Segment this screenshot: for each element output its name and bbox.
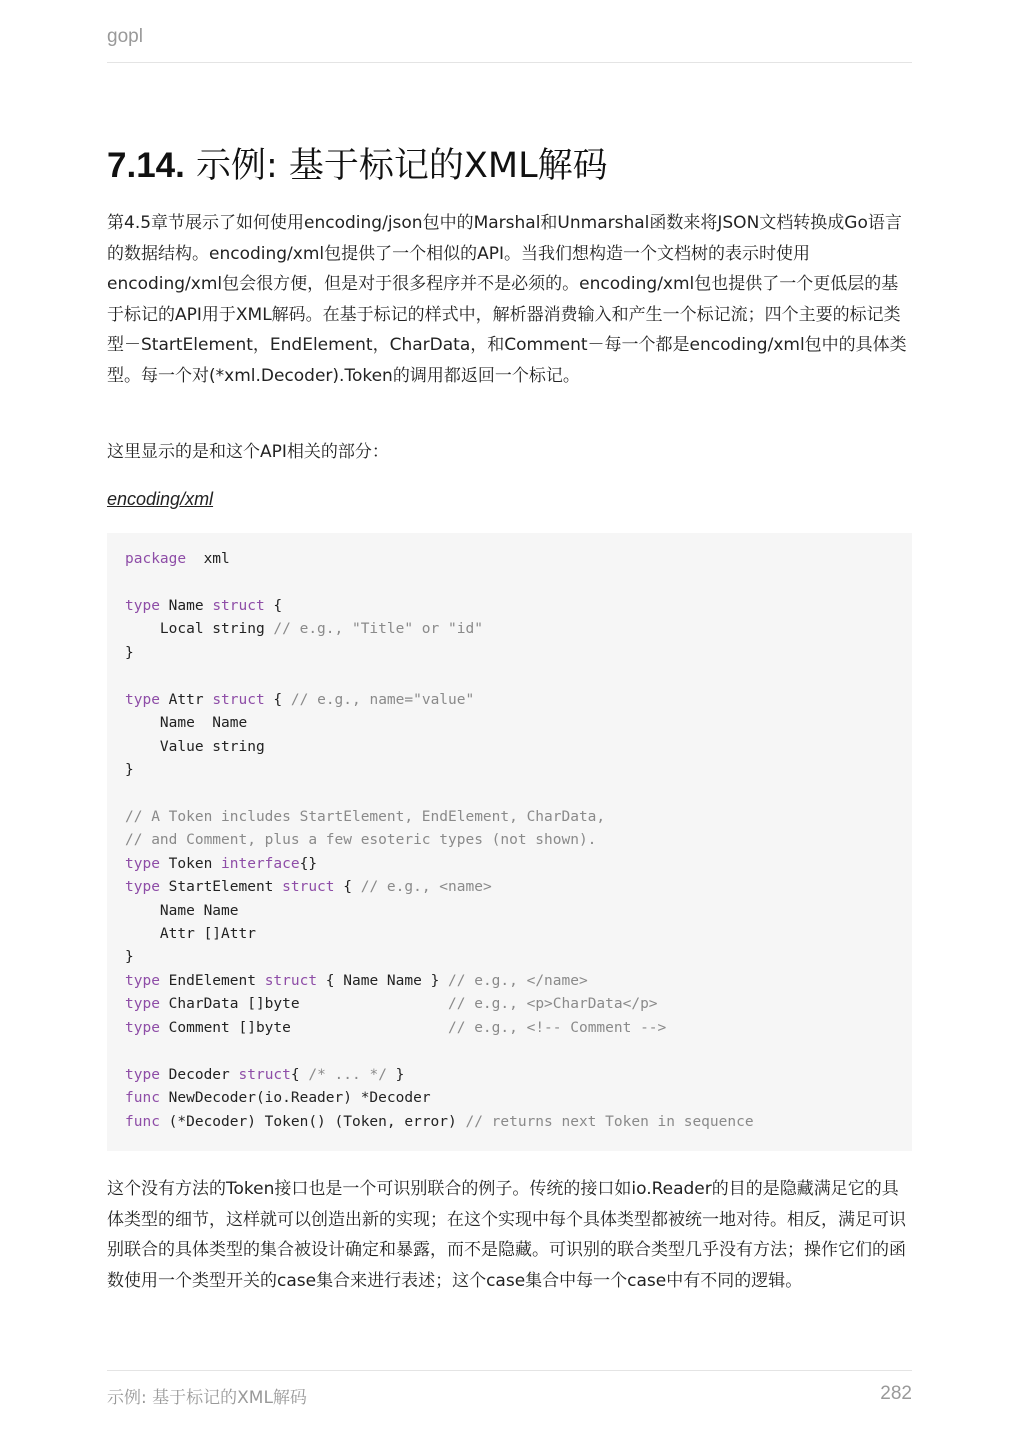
- code-line: [125, 993, 894, 1016]
- code-keyword: struct: [264, 972, 318, 989]
- code-keyword: interface: [221, 855, 300, 872]
- code-text: CharData []byte: [159, 996, 449, 1013]
- code-text: {: [264, 691, 291, 708]
- code-line: [125, 853, 894, 876]
- code-keyword: struct: [212, 691, 265, 708]
- code-keyword: type: [125, 597, 160, 614]
- intro-paragraph: 第4.5章节展示了如何使用encoding/json包中的Marshal和Unmarshal函数来将JSON文档转换成Go语言的数据结构。encoding/xml包提供了一个相似的API。当我们想构造一个文档树的表示时使用encoding/xml包会很方便，但是对于很多程序并不是必须的。encoding/xml包也提供了一个更低层的基于标记的API用于XML解码。在基于标记的样式中，解析器消费输入和产生一个标记流；四个主要的标记类型－StartElement，EndElement，CharData，和Comment－每一个都是encoding/xml包中的具体类型。每一个对(*xml.Decoder).Token的调用都返回一个标记。: [107, 213, 907, 386]
- code-line: [125, 595, 894, 618]
- code-line: [125, 1064, 894, 1087]
- code-comment: // e.g., <!-- Comment -->: [448, 1019, 667, 1036]
- code-keyword: struct: [238, 1066, 291, 1083]
- code-line: [125, 829, 894, 852]
- code-text: Attr: [159, 691, 213, 708]
- code-comment: // e.g., name="value": [290, 691, 475, 708]
- code-text: { Name Name }: [317, 972, 449, 989]
- code-text: }: [386, 1066, 405, 1083]
- code-text: EndElement: [159, 972, 265, 989]
- code-comment: // e.g., "Title" or "id": [273, 621, 483, 638]
- code-line: [125, 923, 894, 946]
- code-keyword: func: [125, 1090, 160, 1107]
- page-number: 282: [880, 1383, 912, 1404]
- code-keyword: type: [125, 1066, 160, 1083]
- code-text: Name Name: [125, 902, 239, 919]
- code-line: [125, 970, 894, 993]
- api-intro-paragraph: 这里显示的是和这个API相关的部分：: [107, 442, 389, 462]
- code-line: [125, 782, 894, 805]
- code-line: [125, 806, 894, 829]
- code-text: Name Name: [125, 715, 248, 732]
- code-line: [125, 900, 894, 923]
- code-keyword: struct: [212, 597, 265, 614]
- code-text: Attr []Attr: [125, 926, 256, 942]
- code-keyword: package: [125, 551, 187, 567]
- code-keyword: type: [125, 1019, 160, 1036]
- chapter-title-text: 示例: 基于标记的XML解码: [184, 146, 608, 186]
- code-comment: // e.g., </name>: [448, 972, 588, 989]
- code-line: [125, 618, 894, 641]
- code-keyword: type: [125, 972, 160, 989]
- page-footer: [107, 1370, 912, 1408]
- code-line: [125, 1017, 894, 1040]
- chapter-number: 7.14.: [107, 146, 185, 185]
- code-text: }: [125, 949, 134, 966]
- code-comment: // e.g., <p>CharData</p>: [448, 996, 658, 1013]
- code-line: [125, 876, 894, 899]
- code-keyword: struct: [282, 879, 335, 896]
- book-title: gopl: [107, 26, 143, 47]
- code-comment: // e.g., <name>: [360, 879, 492, 896]
- code-text: (*Decoder) Token() (Token, error): [159, 1113, 466, 1130]
- code-line: [125, 712, 894, 735]
- code-text: NewDecoder(io.Reader) *Decoder: [159, 1090, 431, 1107]
- code-line: [125, 642, 894, 665]
- code-text: Comment []byte: [159, 1019, 449, 1036]
- code-line: [125, 736, 894, 759]
- page-header: [107, 26, 912, 63]
- code-keyword: type: [125, 691, 160, 708]
- code-text: }: [125, 761, 134, 778]
- code-text: {: [264, 597, 283, 614]
- code-text: }: [125, 644, 134, 661]
- code-comment: // and Comment, plus a few esoteric types (not shown).: [125, 832, 597, 849]
- token-interface-paragraph: 这个没有方法的Token接口也是一个可识别联合的例子。传统的接口如io.Reader的目的是隐藏满足它的具体类型的细节，这样就可以创造出新的实现；在这个实现中每个具体类型都被统一地对待。相反，满足可识别联合的具体类型的集合被设计确定和暴露，而不是隐藏。可识别的联合类型几乎没有方法；操作它们的函数使用一个类型开关的case集合来进行表述；这个case集合中每一个case中有不同的逻辑。: [107, 1179, 906, 1291]
- code-comment: /* ... */: [308, 1066, 387, 1083]
- package-link[interactable]: encoding/xml: [107, 489, 214, 509]
- code-line: [125, 1087, 894, 1110]
- code-text: xml: [186, 551, 230, 567]
- code-keyword: type: [125, 996, 160, 1013]
- code-keyword: func: [125, 1113, 160, 1130]
- chapter-title: [107, 138, 608, 188]
- code-comment: // returns next Token in sequence: [465, 1113, 754, 1130]
- footer-section-title: 示例: 基于标记的XML解码: [107, 1388, 307, 1408]
- code-text: Local string: [125, 621, 274, 638]
- code-line: [125, 548, 894, 571]
- code-keyword: type: [125, 855, 160, 872]
- code-text: Token: [159, 855, 222, 872]
- code-block: [107, 533, 912, 1151]
- code-line: [125, 689, 894, 712]
- code-comment: // A Token includes StartElement, EndElement, CharData,: [125, 808, 606, 825]
- code-line: [125, 1111, 894, 1134]
- code-text: Name: [159, 597, 213, 614]
- code-text: StartElement: [159, 879, 283, 896]
- code-text: {: [290, 1066, 309, 1083]
- code-line: [125, 665, 894, 688]
- code-line: [125, 1040, 894, 1063]
- code-text: {}: [299, 855, 318, 872]
- code-keyword: type: [125, 879, 160, 896]
- code-line: [125, 946, 894, 969]
- code-text: Value string: [125, 738, 265, 755]
- code-text: {: [334, 879, 361, 896]
- code-line: [125, 571, 894, 594]
- code-line: [125, 759, 894, 782]
- code-text: Decoder: [159, 1066, 239, 1083]
